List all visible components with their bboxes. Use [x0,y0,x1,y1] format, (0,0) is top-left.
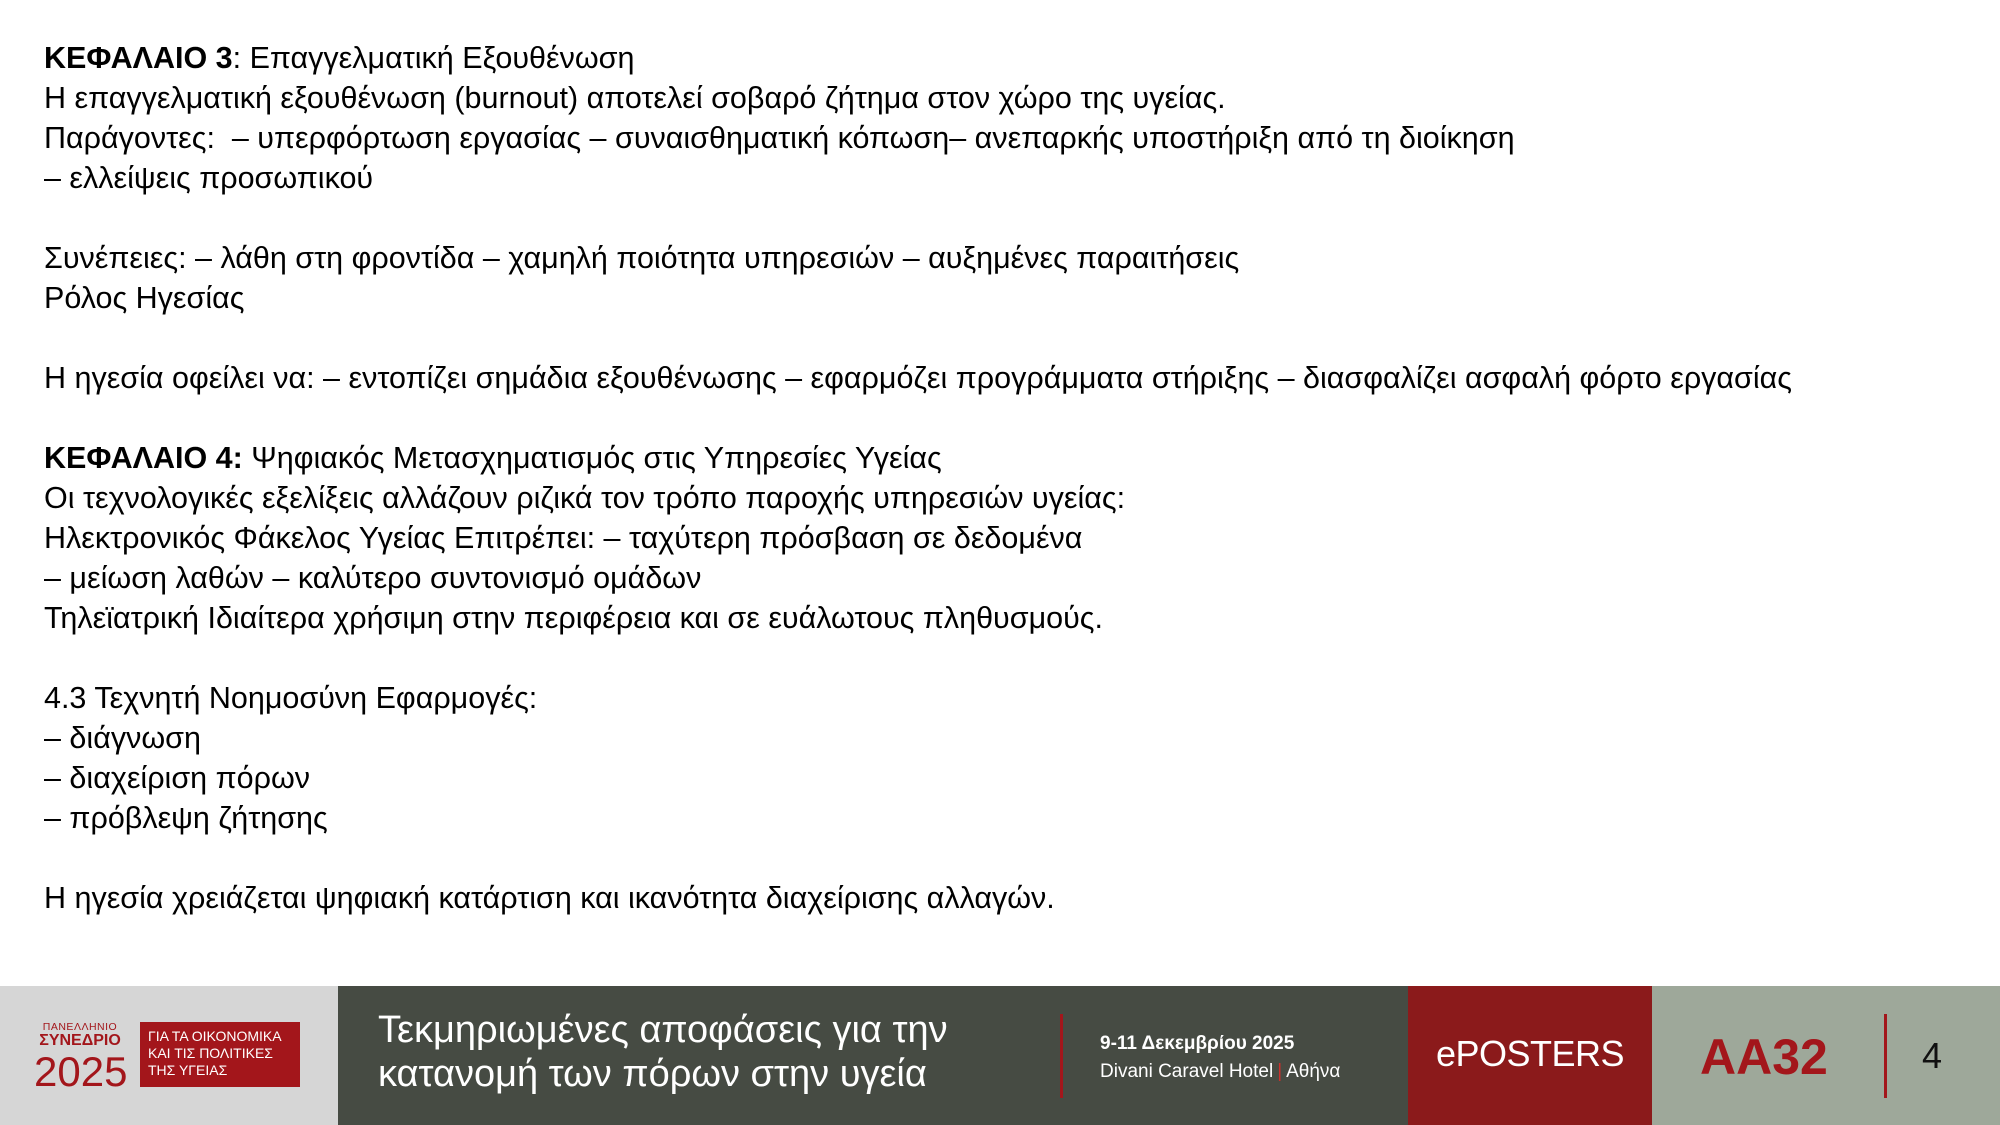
logo-wordmark [34,1022,126,1094]
poster-code: AA32 [1700,1029,1828,1085]
chapter-4-ehr: Ηλεκτρονικός Φάκελος Υγείας Επιτρέπει: – ταχύτερη πρόσβαση σε δεδομένα [44,521,1083,555]
spacer [44,198,1974,238]
ai-application-item: – πρόβλεψη ζήτησης [44,801,328,835]
logo-year: 2025 [34,1048,128,1095]
ai-application-item: – διάγνωση [44,721,201,755]
logo-line-2: ΣΥΝΕΔΡΙΟ [39,1032,121,1049]
chapter-4-label: ΚΕΦΑΛΑΙΟ 4: [44,441,243,475]
logo-box-line: ΓΙΑ ΤΑ ΟΙΚΟΝΟΜΙΚΑ [148,1028,282,1044]
logo-subtitle-box [140,1022,300,1087]
chapter-4-ehr-continued: – μείωση λαθών – καλύτερο συντονισμό ομάδων [44,561,702,595]
spacer [44,398,1974,438]
conference-logo [0,986,338,1125]
poster-body-text [44,38,1974,918]
poster-code-panel [1652,986,2000,1125]
chapter-3-heading [44,38,1974,78]
location-separator: | [1277,1061,1283,1082]
chapter-3-leadership-duty: Η ηγεσία οφείλει να: – εντοπίζει σημάδια εξουθένωσης – εφαρμόζει προγράμματα στήριξης – διασφαλίζει ασφαλή φόρτο εργασίας [44,361,1792,395]
event-location [1100,1058,1340,1086]
poster-footer [0,986,2000,1125]
conference-theme [378,1008,998,1096]
spacer [44,638,1974,678]
conference-theme-line-2: κατανομή των πόρων στην υγεία [378,1053,927,1095]
eposters-label: ePOSTERS [1435,1033,1625,1074]
chapter-4-intro: Οι τεχνολογικές εξελίξεις αλλάζουν ριζικά τον τρόπο παροχής υπηρεσιών υγείας: [44,481,1126,515]
chapter-4-ai-heading: 4.3 Τεχνητή Νοημοσύνη Εφαρμογές: [44,681,538,715]
logo-line-1: ΠΑΝΕΛΛΗΝΙΟ [42,1021,118,1033]
spacer [44,838,1974,878]
chapter-3-consequences: Συνέπειες: – λάθη στη φροντίδα – χαμηλή ποιότητα υπηρεσιών – αυξημένες παραιτήσεις [44,241,1240,275]
chapter-3-leadership-role: Ρόλος Ηγεσίας [44,281,245,315]
chapter-4-heading [44,438,1974,478]
footer-title-panel [338,986,1408,1125]
logo-box-line: ΤΗΣ ΥΓΕΙΑΣ [148,1062,228,1078]
page-number: 4 [1922,1035,1943,1076]
eposters-panel [1408,986,1652,1125]
event-date: 9-11 Δεκεμβρίου 2025 [1100,1033,1295,1054]
spacer [44,318,1974,358]
chapter-4-conclusion: Η ηγεσία χρειάζεται ψηφιακή κατάρτιση και ικανότητα διαχείρισης αλλαγών. [44,881,1055,915]
conference-theme-line-1: Τεκμηριωμένες αποφάσεις για την [378,1009,948,1051]
event-details [1100,1030,1340,1086]
chapter-3-title: : Επαγγελματική Εξουθένωση [232,41,635,75]
ai-application-item: – διαχείριση πόρων [44,761,311,795]
chapter-4-title: Ψηφιακός Μετασχηματισμός στις Υπηρεσίες Υγείας [242,441,942,475]
footer-divider [1884,1014,1887,1098]
footer-divider [1060,1014,1063,1098]
chapter-4-telemedicine: Τηλεϊατρική Ιδιαίτερα χρήσιμη στην περιφέρεια και σε ευάλωτους πληθυσμούς. [44,601,1103,635]
chapter-3-factors: Παράγοντες: – υπερφόρτωση εργασίας – συναισθηματική κόπωση– ανεπαρκής υποστήριξη από τη διοίκηση [44,121,1515,155]
chapter-3-factors-continued: – ελλείψεις προσωπικού [44,161,374,195]
chapter-3-label: ΚΕΦΑΛΑΙΟ 3 [44,41,233,75]
event-city: Αθήνα [1286,1061,1341,1082]
event-venue: Divani Caravel Hotel [1100,1061,1274,1082]
logo-box-line: ΚΑΙ ΤΙΣ ΠΟΛΙΤΙΚΕΣ [148,1045,273,1061]
chapter-3-intro: Η επαγγελματική εξουθένωση (burnout) αποτελεί σοβαρό ζήτημα στον χώρο της υγείας. [44,81,1226,115]
